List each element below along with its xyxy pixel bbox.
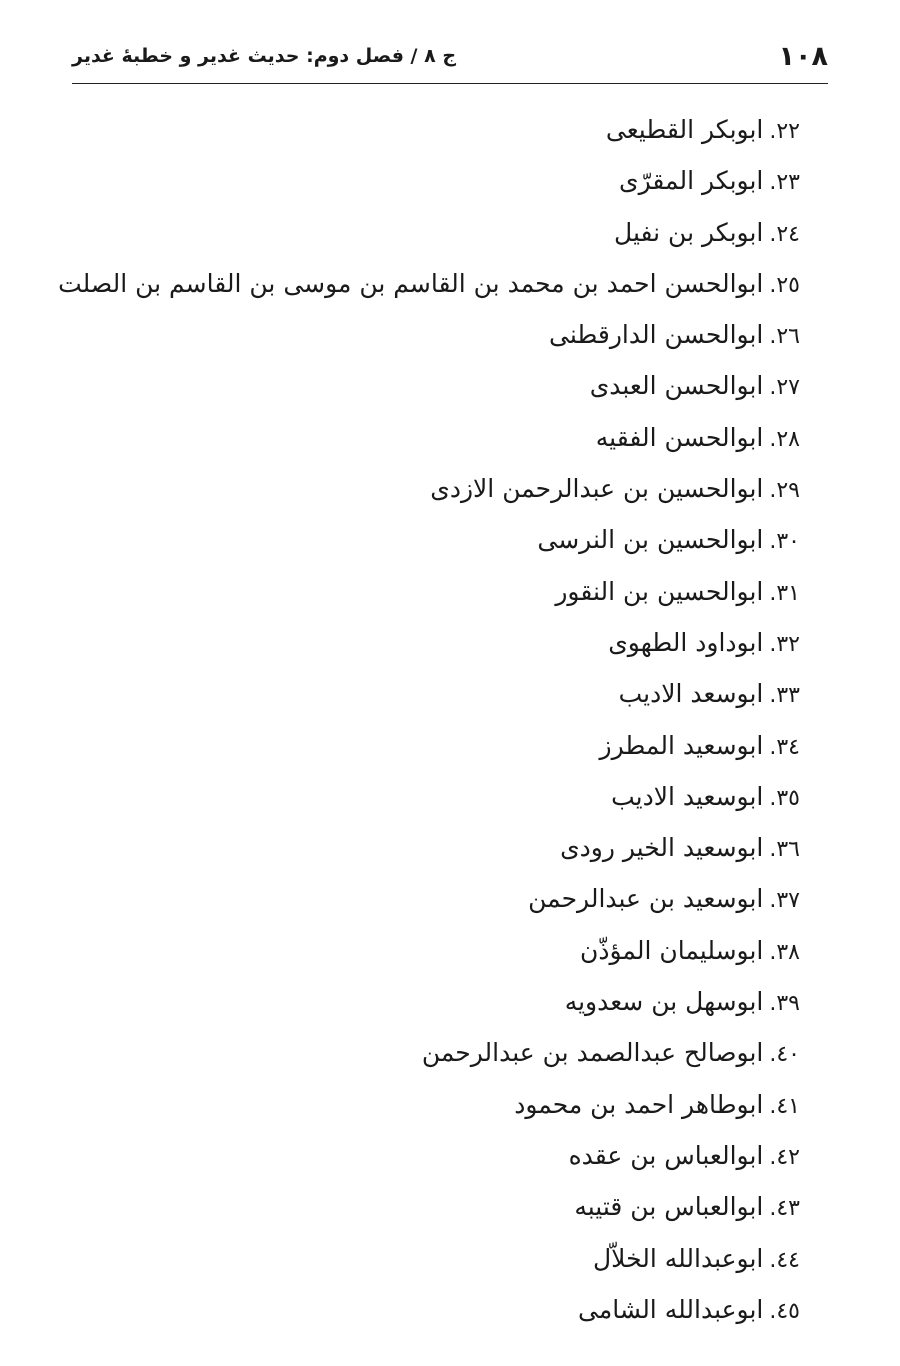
item-number: ٢٧ [776,375,800,401]
list-item: ٤٥.ابوعبدالله الشامى [578,1294,800,1324]
list-item: ٢٣.ابوبكر المقرّى [619,166,800,196]
item-number: ٢٨ [776,426,800,452]
item-name: ابوداود الطهوى [608,627,764,657]
item-number: ٤٣ [776,1196,800,1222]
list-item: ٤١.ابوطاهر احمد بن محمود [514,1089,800,1119]
item-number: ٤٤ [776,1247,800,1273]
list-item: ٣٣.ابوسعد الاديب [618,679,800,709]
item-number: ٢٤ [776,221,800,247]
item-name: ابوبكر القطيعى [605,115,764,144]
list-item: ٤٢.ابوالعباس بن عقده [568,1140,800,1170]
item-number: ٢٦ [776,324,800,350]
item-name: ابوالعباس بن عقده [568,1140,764,1170]
item-number: ٢٣ [776,170,800,196]
item-name: ابوعبدالله الشامى [578,1294,764,1324]
item-name: ابوطاهر احمد بن محمود [514,1089,764,1119]
item-number: ٣٨ [776,939,800,965]
page-number: ١٠٨ [778,40,828,72]
list-item: ٣٨.ابوسليمان المؤذّن [579,935,800,965]
list-item: ٢٢.ابوبكر القطيعى [605,115,800,144]
item-number: ٣٧ [776,888,800,914]
list-item: ٣٤.ابوسعيد المطرز [599,730,800,760]
item-name: ابوسليمان المؤذّن [579,935,764,965]
narrator-list [58,104,800,1335]
item-name: ابوسهل بن سعدويه [564,987,764,1017]
item-number: ٣٣ [776,683,800,709]
list-item: ٤٤.ابوعبدالله الخلاّل [592,1243,800,1273]
item-name: ابوسعد الاديب [618,679,764,709]
item-name: ابوالحسن احمد بن محمد بن القاسم بن موسى بن القاسم بن الصلت [58,268,764,298]
item-name: ابوالحسن الفقيه [595,422,764,452]
list-item: ٣٠.ابوالحسين بن النرسى [537,525,800,555]
item-number: ٣٤ [776,734,800,760]
item-name: ابوسعيد الاديب [611,781,764,811]
item-number: ٤١ [776,1093,800,1119]
item-number: ٣٢ [776,631,800,657]
list-item: ٣٩.ابوسهل بن سعدويه [564,987,800,1017]
item-number: ٣٥ [776,785,800,811]
item-name: ابوبكر بن نفيل [614,217,764,247]
item-name: ابوسعيد المطرز [599,730,764,760]
list-item: ٢٨.ابوالحسن الفقيه [595,422,800,452]
item-number: ٤٢ [776,1144,800,1170]
item-number: ٢٩ [776,478,800,504]
list-item: ٢٤.ابوبكر بن نفيل [614,217,800,247]
item-name: ابوسعيد الخير رودى [560,833,764,863]
list-item: ٣٥.ابوسعيد الاديب [611,781,800,811]
item-name: ابوالحسين بن النرسى [537,525,764,555]
list-item: ٤٠.ابوصالح عبدالصمد بن عبدالرحمن [421,1038,800,1068]
item-name: ابوالحسين بن النقور [555,576,764,606]
item-number: ٤٠ [776,1042,800,1068]
header-rule [72,83,828,84]
item-name: ابوصالح عبدالصمد بن عبدالرحمن [421,1038,764,1068]
item-name: ابوالحسن العبدى [589,371,764,401]
item-number: ٣٠ [776,529,800,555]
list-item: ٢٦.ابوالحسن الدارقطنى [549,320,800,350]
item-number: ٤٥ [776,1298,800,1324]
item-name: ابوالحسين بن عبدالرحمن الازدى [430,474,764,504]
list-item: ٣٦.ابوسعيد الخير رودى [560,833,800,863]
item-name: ابوالحسن الدارقطنى [549,320,764,350]
item-name: ابوالعباس بن قتيبه [574,1192,764,1222]
list-item: ٣١.ابوالحسين بن النقور [555,576,800,606]
list-item: ٣٢.ابوداود الطهوى [608,627,800,657]
item-name: ابوعبدالله الخلاّل [592,1243,764,1273]
list-item: ٢٩.ابوالحسين بن عبدالرحمن الازدى [430,474,800,504]
item-number: ٣٦ [776,837,800,863]
running-title: ج ٨ / فصل دوم: حديث غدير و خطبهٔ غدير [72,45,457,67]
list-item: ٢٧.ابوالحسن العبدى [589,371,800,401]
list-item: ٣٧.ابوسعيد بن عبدالرحمن [528,884,800,914]
item-number: ٣٩ [776,991,800,1017]
item-name: ابوسعيد بن عبدالرحمن [528,884,764,914]
item-number: ٢٥ [776,272,800,298]
page-header [72,34,828,78]
list-item: ٢٥.ابوالحسن احمد بن محمد بن القاسم بن موسى بن القاسم بن الصلت [58,268,800,298]
item-number: ٣١ [776,580,800,606]
item-number: ٢٢ [776,119,800,144]
list-item: ٤٣.ابوالعباس بن قتيبه [574,1192,800,1222]
item-name: ابوبكر المقرّى [619,166,764,196]
